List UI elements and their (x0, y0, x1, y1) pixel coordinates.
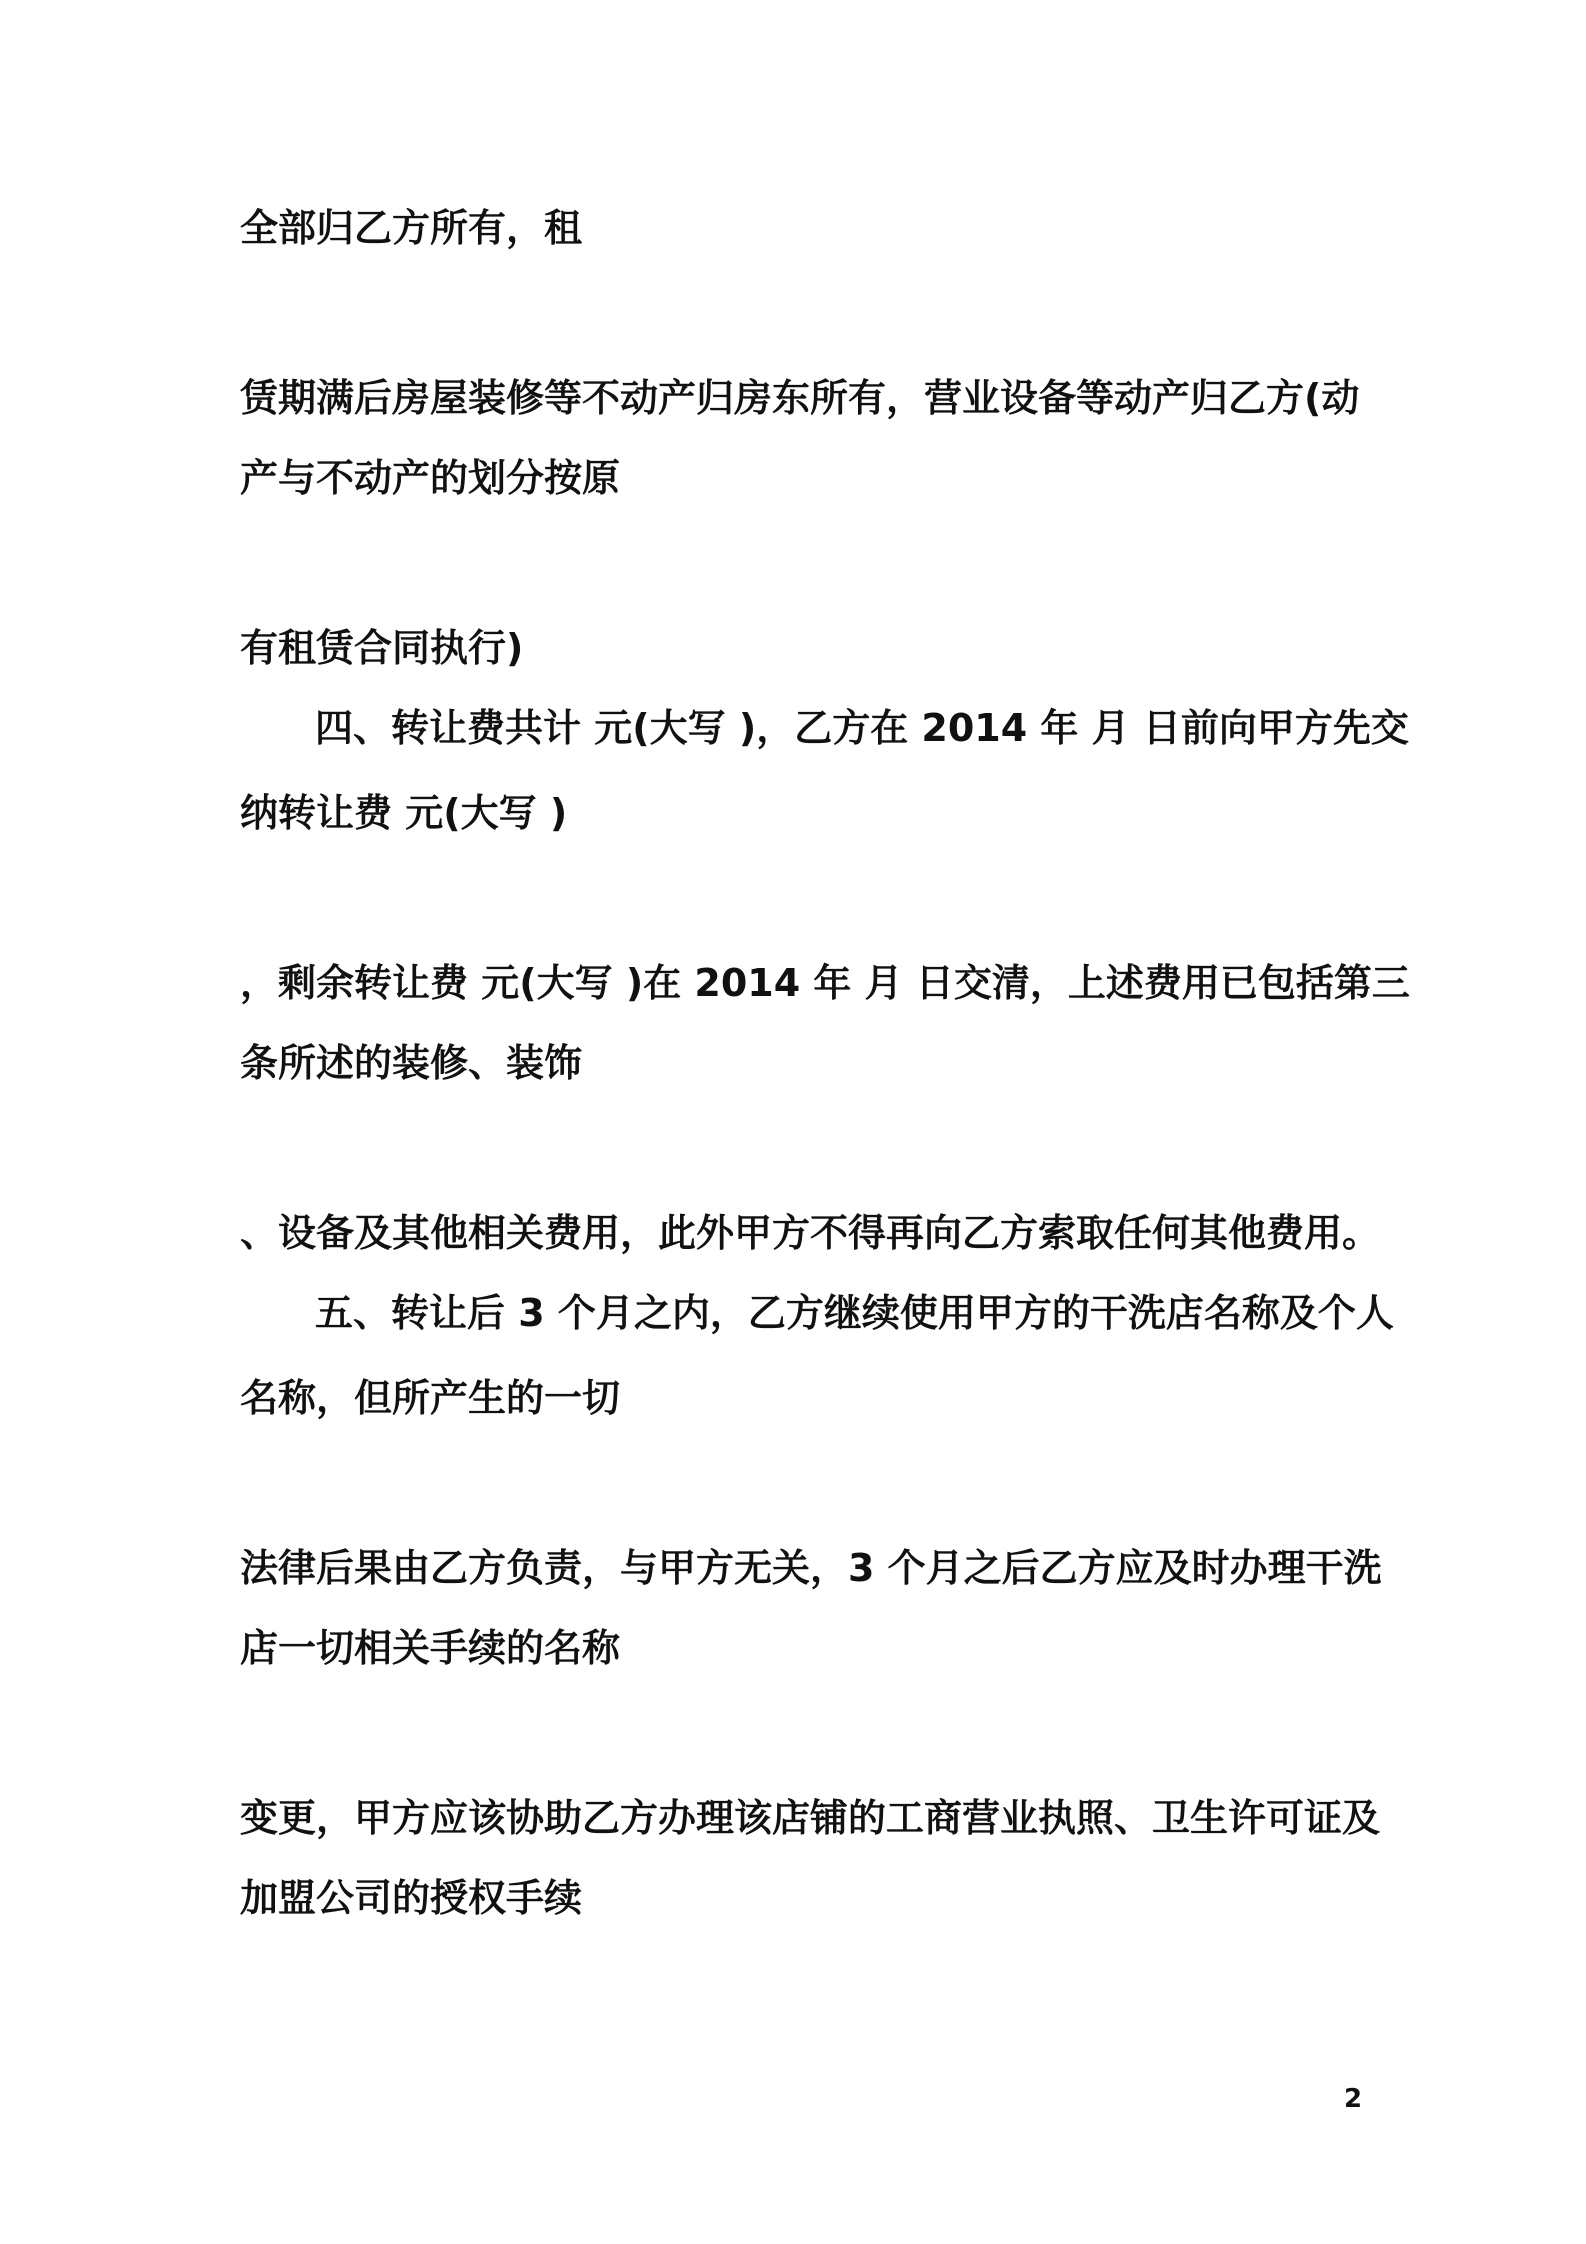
text-line: 法律后果由乙方负责，与甲方无关，3 个月之后乙方应及时办理干洗 (240, 1546, 1382, 1590)
text-line: 加盟公司的授权手续 (240, 1876, 583, 1920)
text-line: 条所述的装修、装饰 (240, 1041, 583, 1085)
text-line: ，剩余转让费 元(大写 )在 2014 年 月 日交清，上述费用已包括第三 (240, 961, 1410, 1005)
paragraph-start-line: 五、转让后 3 个月之内，乙方继续使用甲方的干洗店名称及个人 (315, 1291, 1394, 1335)
text-line: 有租赁合同执行) (240, 626, 524, 670)
text-line: 店一切相关手续的名称 (240, 1626, 621, 1670)
text-line: 全部归乙方所有，租 (240, 206, 583, 250)
text-line: 产与不动产的划分按原 (240, 456, 621, 500)
page-number: 2 (1343, 2084, 1363, 2114)
text-line: 赁期满后房屋装修等不动产归房东所有，营业设备等动产归乙方(动 (240, 376, 1360, 420)
paragraph-start-line: 四、转让费共计 元(大写 )，乙方在 2014 年 月 日前向甲方先交 (315, 706, 1409, 750)
text-line: 纳转让费 元(大写 ) (240, 791, 568, 835)
text-line: 变更，甲方应该协助乙方办理该店铺的工商营业执照、卫生许可证及 (240, 1796, 1381, 1840)
text-line: 、设备及其他相关费用，此外甲方不得再向乙方索取任何其他费用。 (240, 1211, 1381, 1255)
text-line: 名称，但所产生的一切 (240, 1376, 621, 1420)
